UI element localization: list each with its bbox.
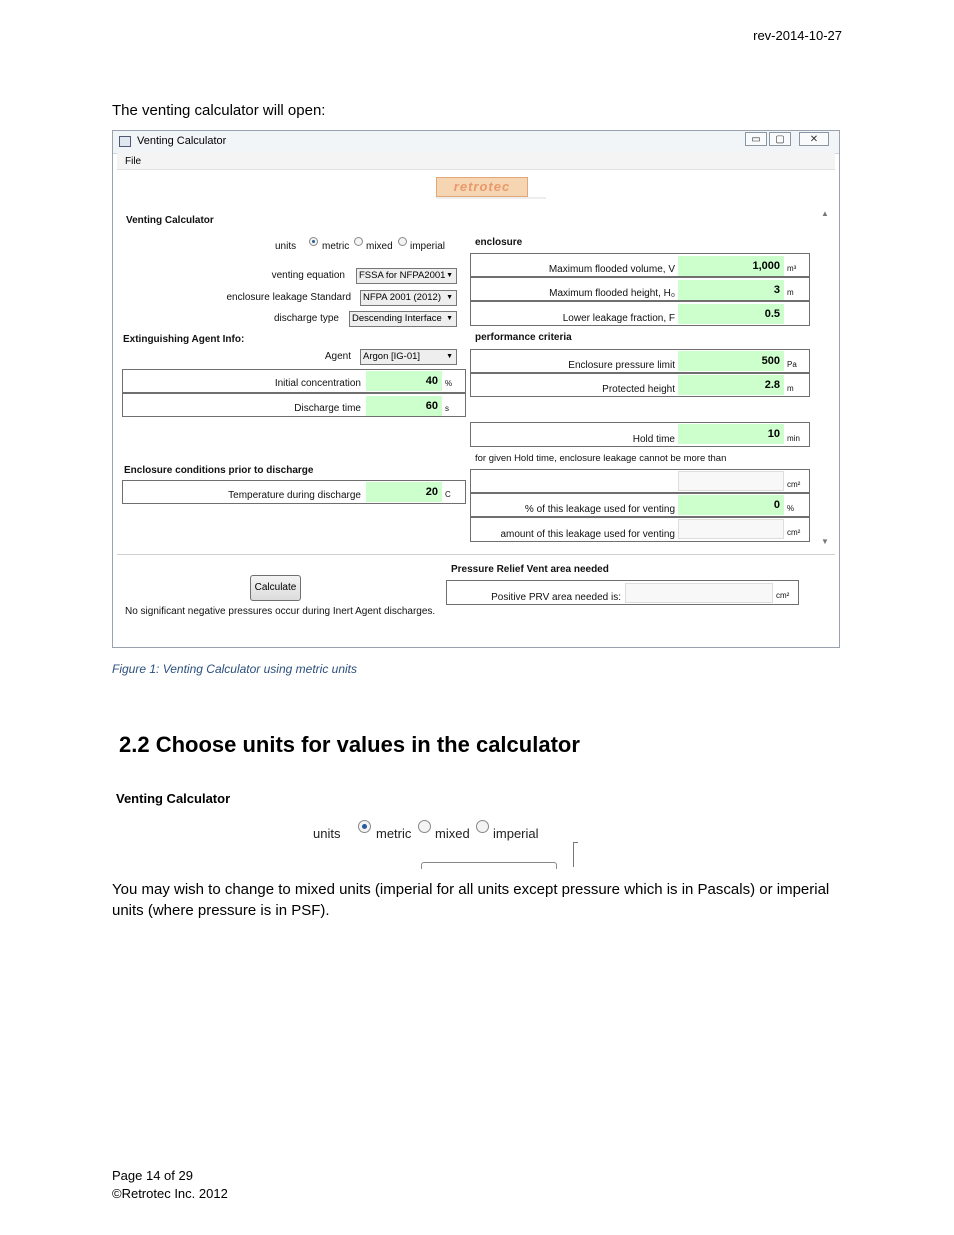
max-height-unit: m: [787, 288, 794, 297]
leakage-standard-select[interactable]: NFPA 2001 (2012) ▼: [360, 290, 457, 306]
max-volume-unit: m³: [787, 264, 797, 273]
crop-title: Venting Calculator: [116, 791, 231, 806]
max-height-row: [470, 277, 810, 301]
retrotec-logo: retrotec: [436, 177, 528, 197]
leakage-standard-label: enclosure leakage Standard: [226, 292, 351, 303]
hold-time-input[interactable]: 10: [678, 424, 784, 444]
initial-concentration-label: Initial concentration: [274, 378, 361, 389]
pressure-limit-label: Enclosure pressure limit: [568, 360, 675, 371]
prv-output: [625, 583, 773, 603]
section-title: Venting Calculator: [126, 215, 214, 226]
max-leakage-output: [678, 471, 784, 491]
discharge-type-select[interactable]: Descending Interface ▼: [349, 311, 457, 327]
crop-radio-mixed-label: mixed: [435, 826, 470, 841]
crop-radio-imperial-label: imperial: [493, 826, 539, 841]
crop-box-edge: [573, 842, 578, 867]
hold-time-label: Hold time: [632, 434, 675, 445]
agent-label: Agent: [324, 351, 351, 362]
close-button[interactable]: ✕: [799, 132, 829, 146]
discharge-time-label: Discharge time: [294, 403, 361, 414]
maximize-button[interactable]: ▢: [769, 132, 791, 146]
crop-units-label: units: [313, 826, 341, 841]
radio-metric[interactable]: [309, 237, 318, 246]
menu-bar: [117, 153, 835, 170]
pressure-limit-input[interactable]: 500: [678, 351, 784, 371]
protected-height-row: [470, 373, 810, 397]
lower-leakage-input[interactable]: 0.5: [678, 304, 784, 324]
protected-height-label: Protected height: [602, 384, 675, 395]
prv-title: Pressure Relief Vent area needed: [451, 564, 609, 575]
menu-file[interactable]: File: [125, 156, 142, 167]
initial-concentration-input[interactable]: 40: [366, 371, 442, 391]
protected-height-unit: m: [787, 384, 794, 393]
discharge-time-input[interactable]: 60: [366, 396, 442, 416]
initial-concentration-row: [122, 369, 466, 393]
result-message: No significant negative pressures occur during Inert Agent discharges.: [125, 606, 436, 617]
scroll-up-icon[interactable]: ▲: [821, 209, 829, 218]
lower-leakage-label: Lower leakage fraction, F: [562, 313, 675, 324]
pressure-limit-row: [470, 349, 810, 373]
calculate-button[interactable]: Calculate: [250, 575, 301, 601]
temperature-unit: C: [445, 490, 451, 499]
intro-text: The venting calculator will open:: [112, 102, 326, 119]
conditions-title: Enclosure conditions prior to discharge: [124, 465, 314, 476]
page-number: Page 14 of 29: [112, 1168, 193, 1183]
window-title: Venting Calculator: [137, 135, 227, 147]
venting-equation-label: venting equation: [271, 270, 345, 281]
amount-venting-row: [470, 517, 810, 542]
hold-time-note: for given Hold time, enclosure leakage cannot be more than: [475, 453, 727, 464]
prv-unit: cm²: [776, 591, 790, 600]
crop-radio-mixed[interactable]: [418, 820, 431, 833]
scroll-down-icon[interactable]: ▼: [821, 537, 829, 546]
venting-calculator-window: [112, 130, 840, 648]
pct-venting-unit: %: [787, 504, 795, 513]
units-label: units: [275, 241, 297, 252]
discharge-type-label: discharge type: [273, 313, 339, 324]
radio-mixed[interactable]: [354, 237, 363, 246]
hold-time-row: [470, 422, 810, 447]
prv-label: Positive PRV area needed is:: [491, 592, 621, 603]
pct-venting-label: % of this leakage used for venting: [524, 504, 675, 515]
performance-title: performance criteria: [475, 332, 572, 343]
agent-info-title: Extinguishing Agent Info:: [123, 334, 245, 345]
divider: [117, 554, 835, 555]
max-volume-label: Maximum flooded volume, V: [548, 264, 675, 275]
amount-venting-label: amount of this leakage used for venting: [500, 529, 675, 540]
amount-venting-unit: cm²: [787, 528, 801, 537]
max-volume-input[interactable]: 1,000: [678, 256, 784, 276]
max-volume-row: [470, 253, 810, 277]
pct-venting-input[interactable]: 0: [678, 495, 784, 515]
discharge-time-row: [122, 393, 466, 417]
crop-radio-metric[interactable]: [358, 820, 371, 833]
scrollbar[interactable]: [819, 209, 831, 549]
initial-concentration-unit: %: [445, 379, 453, 388]
crop-radio-imperial[interactable]: [476, 820, 489, 833]
crop-select-edge: [421, 862, 557, 869]
minimize-button[interactable]: ▭: [745, 132, 767, 146]
max-height-input[interactable]: 3: [678, 280, 784, 300]
temperature-label: Temperature during discharge: [228, 490, 361, 501]
max-leakage-unit: cm²: [787, 480, 801, 489]
radio-mixed-label: mixed: [366, 241, 393, 252]
title-bar: [113, 131, 839, 154]
protected-height-input[interactable]: 2.8: [678, 375, 784, 395]
max-height-label: Maximum flooded height, H₀: [549, 288, 675, 299]
copyright: ©Retrotec Inc. 2012: [112, 1186, 228, 1201]
section-heading: 2.2 Choose units for values in the calculator: [119, 732, 580, 757]
figure-caption: Figure 1: Venting Calculator using metric units: [112, 662, 358, 676]
body-paragraph: You may wish to change to mixed units (imperial for all units except pressure which is in Pascals) or imperial units (where pressure is in PSF).: [112, 881, 830, 919]
hold-time-unit: min: [787, 434, 800, 443]
enclosure-title: enclosure: [475, 237, 523, 248]
discharge-time-unit: s: [445, 404, 449, 413]
venting-equation-select[interactable]: FSSA for NFPA2001 ▼: [356, 268, 457, 284]
agent-select[interactable]: Argon [IG-01] ▼: [360, 349, 457, 365]
temperature-input[interactable]: 20: [366, 482, 442, 502]
temperature-row: [122, 480, 466, 504]
app-icon: [119, 136, 131, 147]
max-leakage-row: [470, 469, 810, 493]
amount-venting-output: [678, 519, 784, 539]
pressure-limit-unit: Pa: [787, 360, 797, 369]
radio-imperial-label: imperial: [410, 241, 446, 252]
revision-label: rev-2014-10-27: [753, 28, 842, 43]
crop-radio-metric-label: metric: [376, 826, 412, 841]
logo-underline: [436, 197, 546, 199]
radio-metric-label: metric: [322, 241, 350, 252]
radio-imperial[interactable]: [398, 237, 407, 246]
pct-venting-row: [470, 493, 810, 517]
prv-row: [446, 580, 799, 605]
lower-leakage-row: [470, 301, 810, 326]
